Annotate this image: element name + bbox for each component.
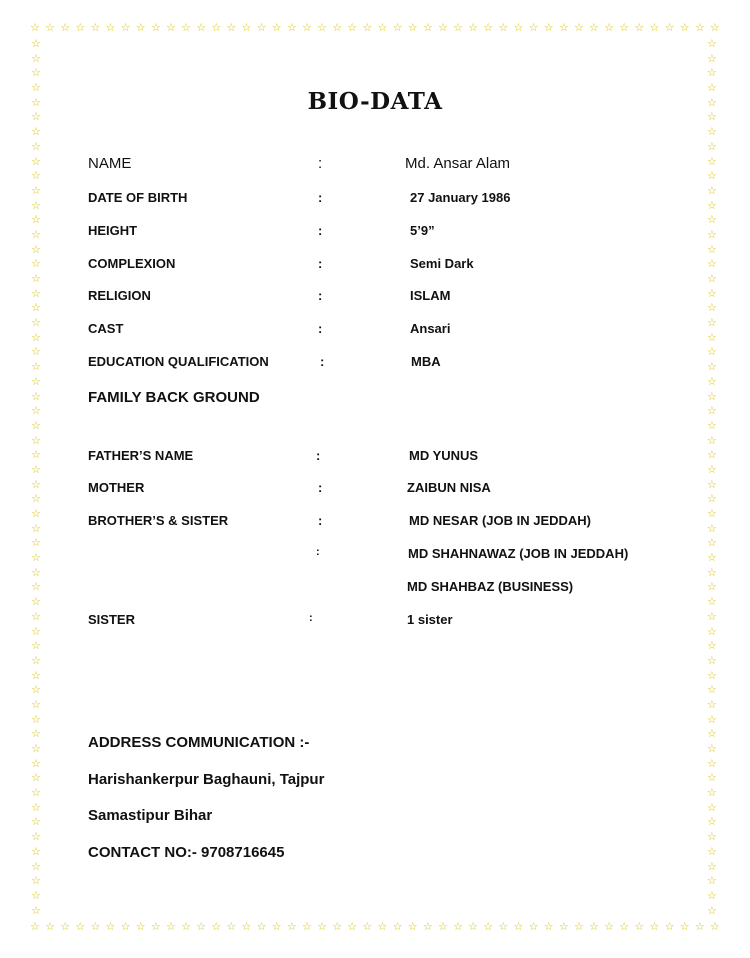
star-icon: ☆: [31, 125, 41, 139]
star-icon: ☆: [664, 920, 675, 933]
star-icon: ☆: [707, 565, 717, 579]
star-icon: ☆: [707, 169, 717, 183]
star-icon: ☆: [558, 21, 569, 34]
star-icon: ☆: [165, 920, 176, 933]
star-icon: ☆: [604, 21, 615, 34]
star-icon: ☆: [707, 462, 717, 476]
detail-label: HEIGHT: [88, 223, 138, 238]
star-icon: ☆: [707, 51, 717, 65]
star-border-bottom: [30, 921, 720, 932]
star-icon: ☆: [31, 198, 41, 212]
star-icon: ☆: [226, 920, 237, 933]
family-value: 1 sister: [407, 612, 453, 627]
star-icon: ☆: [707, 727, 717, 741]
star-icon: ☆: [707, 653, 717, 667]
family-row-mother: [88, 480, 688, 500]
star-icon: ☆: [90, 920, 101, 933]
star-icon: ☆: [694, 21, 705, 34]
star-icon: ☆: [707, 595, 717, 609]
star-icon: ☆: [135, 21, 146, 34]
star-icon: ☆: [392, 21, 403, 34]
star-icon: ☆: [707, 183, 717, 197]
star-icon: ☆: [707, 624, 717, 638]
star-icon: ☆: [573, 21, 584, 34]
star-icon: ☆: [31, 81, 41, 95]
detail-label: DATE OF BIRTH: [88, 190, 188, 205]
detail-value: Md. Ansar Alam: [405, 155, 511, 172]
star-icon: ☆: [707, 227, 717, 241]
star-icon: ☆: [422, 21, 433, 34]
star-icon: ☆: [211, 920, 222, 933]
detail-row-cast: [88, 321, 688, 341]
separator: :: [318, 513, 323, 528]
star-icon: ☆: [31, 169, 41, 183]
star-icon: ☆: [707, 418, 717, 432]
star-icon: ☆: [707, 551, 717, 565]
family-label: BROTHER’S & SISTER: [88, 513, 229, 528]
star-icon: ☆: [31, 800, 41, 814]
address-heading: ADDRESS COMMUNICATION :-: [88, 734, 310, 751]
star-icon: ☆: [649, 920, 660, 933]
separator: :: [318, 223, 323, 238]
star-icon: ☆: [707, 697, 717, 711]
star-border-right: [707, 38, 717, 916]
star-icon: ☆: [317, 21, 327, 34]
star-icon: ☆: [196, 21, 207, 34]
star-icon: ☆: [707, 330, 717, 344]
star-icon: ☆: [707, 374, 717, 388]
star-icon: ☆: [679, 920, 690, 933]
separator: :: [309, 612, 313, 624]
star-icon: ☆: [707, 771, 717, 785]
star-icon: ☆: [707, 580, 717, 594]
star-icon: ☆: [707, 844, 717, 858]
family-row-sibling-2: [88, 546, 688, 566]
separator: :: [318, 480, 323, 495]
star-icon: ☆: [707, 756, 717, 770]
separator: :: [316, 546, 320, 558]
star-icon: ☆: [31, 360, 41, 374]
star-icon: ☆: [31, 712, 41, 726]
star-icon: ☆: [543, 21, 554, 34]
star-icon: ☆: [31, 492, 41, 506]
family-row-sibling-3: [88, 579, 688, 599]
star-icon: ☆: [332, 920, 343, 933]
star-icon: ☆: [453, 920, 463, 933]
star-icon: ☆: [31, 507, 41, 520]
star-icon: ☆: [31, 888, 41, 902]
star-icon: ☆: [707, 360, 717, 374]
star-icon: ☆: [90, 21, 101, 34]
family-value: MD SHAHBAZ (BUSINESS): [407, 579, 574, 594]
contact-number: CONTACT NO:- 9708716645: [88, 844, 285, 861]
star-icon: ☆: [256, 21, 267, 34]
detail-row-name: [88, 155, 688, 175]
star-icon: ☆: [707, 903, 717, 917]
star-icon: ☆: [241, 920, 252, 933]
star-icon: ☆: [31, 742, 41, 755]
star-icon: ☆: [573, 920, 584, 933]
detail-label: NAME: [88, 155, 132, 172]
star-icon: ☆: [31, 139, 41, 153]
star-icon: ☆: [707, 139, 717, 153]
star-icon: ☆: [31, 462, 41, 476]
star-icon: ☆: [707, 742, 717, 755]
star-icon: ☆: [31, 316, 41, 330]
star-icon: ☆: [31, 51, 41, 65]
star-icon: ☆: [31, 154, 41, 168]
star-icon: ☆: [498, 920, 509, 933]
star-icon: ☆: [211, 21, 222, 34]
star-icon: ☆: [31, 477, 41, 491]
star-icon: ☆: [468, 21, 479, 34]
family-value: MD NESAR (JOB IN JEDDAH): [409, 513, 592, 528]
star-icon: ☆: [619, 21, 630, 34]
star-icon: ☆: [31, 595, 41, 609]
star-icon: ☆: [513, 920, 524, 933]
star-icon: ☆: [181, 21, 191, 34]
star-icon: ☆: [707, 683, 717, 697]
detail-row-education: [88, 354, 688, 374]
star-icon: ☆: [60, 920, 71, 933]
star-icon: ☆: [707, 81, 717, 95]
star-icon: ☆: [528, 920, 539, 933]
star-icon: ☆: [31, 110, 41, 124]
star-icon: ☆: [707, 874, 717, 888]
star-icon: ☆: [707, 800, 717, 814]
star-icon: ☆: [181, 920, 191, 933]
star-icon: ☆: [120, 21, 131, 34]
star-icon: ☆: [437, 920, 448, 933]
detail-label: RELIGION: [88, 288, 151, 303]
star-icon: ☆: [707, 712, 717, 726]
family-label: MOTHER: [88, 480, 145, 495]
star-icon: ☆: [707, 521, 717, 535]
star-icon: ☆: [31, 565, 41, 579]
star-icon: ☆: [664, 21, 675, 34]
star-icon: ☆: [31, 727, 41, 741]
detail-value: 27 January 1986: [410, 190, 511, 205]
star-icon: ☆: [45, 920, 55, 933]
star-icon: ☆: [271, 920, 282, 933]
star-icon: ☆: [150, 21, 161, 34]
star-icon: ☆: [498, 21, 509, 34]
star-icon: ☆: [422, 920, 433, 933]
star-icon: ☆: [31, 521, 41, 535]
star-icon: ☆: [707, 301, 717, 315]
star-icon: ☆: [31, 301, 41, 315]
star-icon: ☆: [31, 771, 41, 785]
detail-row-complexion: [88, 256, 688, 276]
star-icon: ☆: [707, 433, 717, 447]
separator: :: [318, 155, 323, 172]
star-icon: ☆: [707, 859, 717, 873]
star-icon: ☆: [75, 21, 86, 34]
star-icon: ☆: [707, 477, 717, 491]
star-icon: ☆: [707, 257, 717, 271]
star-icon: ☆: [483, 21, 494, 34]
star-icon: ☆: [707, 389, 717, 403]
detail-value: Ansari: [410, 321, 451, 336]
star-icon: ☆: [707, 448, 717, 462]
star-icon: ☆: [707, 198, 717, 212]
star-icon: ☆: [60, 21, 71, 34]
family-row-father: [88, 448, 688, 468]
star-icon: ☆: [453, 21, 463, 34]
star-border-left: [31, 38, 41, 916]
star-icon: ☆: [31, 756, 41, 770]
star-icon: ☆: [31, 433, 41, 447]
star-icon: ☆: [301, 21, 312, 34]
star-icon: ☆: [707, 609, 717, 623]
detail-row-height: [88, 223, 688, 243]
star-icon: ☆: [407, 920, 418, 933]
star-icon: ☆: [347, 920, 358, 933]
star-icon: ☆: [468, 920, 479, 933]
star-icon: ☆: [634, 21, 645, 34]
detail-value: 5’9”: [410, 223, 435, 238]
star-icon: ☆: [31, 609, 41, 623]
star-icon: ☆: [31, 183, 41, 197]
star-icon: ☆: [362, 920, 373, 933]
star-icon: ☆: [619, 920, 630, 933]
star-icon: ☆: [31, 95, 41, 109]
star-icon: ☆: [150, 920, 161, 933]
detail-row-religion: [88, 288, 688, 308]
star-icon: ☆: [332, 21, 343, 34]
family-heading: FAMILY BACK GROUND: [88, 389, 260, 406]
star-icon: ☆: [226, 21, 237, 34]
star-icon: ☆: [707, 316, 717, 330]
address-line-2: Samastipur Bihar: [88, 807, 213, 824]
star-icon: ☆: [31, 536, 41, 550]
star-icon: ☆: [286, 920, 297, 933]
star-icon: ☆: [31, 653, 41, 667]
star-icon: ☆: [31, 374, 41, 388]
star-icon: ☆: [31, 213, 41, 227]
star-icon: ☆: [589, 920, 599, 933]
star-icon: ☆: [31, 903, 41, 917]
star-icon: ☆: [31, 330, 41, 344]
star-icon: ☆: [30, 920, 40, 933]
star-icon: ☆: [286, 21, 297, 34]
star-icon: ☆: [694, 920, 705, 933]
star-icon: ☆: [589, 21, 599, 34]
detail-row-dob: [88, 190, 688, 210]
star-icon: ☆: [707, 95, 717, 109]
star-icon: ☆: [31, 242, 41, 256]
star-icon: ☆: [634, 920, 645, 933]
star-icon: ☆: [196, 920, 207, 933]
star-icon: ☆: [707, 639, 717, 653]
star-icon: ☆: [31, 272, 41, 285]
star-icon: ☆: [513, 21, 524, 34]
star-icon: ☆: [707, 286, 717, 300]
star-icon: ☆: [31, 580, 41, 594]
star-icon: ☆: [31, 624, 41, 638]
star-icon: ☆: [649, 21, 660, 34]
star-icon: ☆: [707, 37, 717, 50]
star-icon: ☆: [120, 920, 131, 933]
star-icon: ☆: [709, 920, 720, 933]
star-icon: ☆: [31, 418, 41, 432]
star-icon: ☆: [317, 920, 327, 933]
detail-value: ISLAM: [410, 288, 451, 303]
star-icon: ☆: [256, 920, 267, 933]
star-icon: ☆: [31, 697, 41, 711]
star-icon: ☆: [707, 888, 717, 902]
separator: :: [316, 448, 321, 463]
detail-value: Semi Dark: [410, 256, 474, 271]
detail-label: CAST: [88, 321, 124, 336]
family-label: FATHER’S NAME: [88, 448, 194, 463]
star-icon: ☆: [707, 154, 717, 168]
detail-value: MBA: [411, 354, 441, 369]
family-value: ZAIBUN NISA: [407, 480, 491, 495]
star-icon: ☆: [707, 404, 717, 418]
star-icon: ☆: [707, 815, 717, 829]
star-icon: ☆: [707, 125, 717, 139]
star-icon: ☆: [31, 859, 41, 873]
star-icon: ☆: [31, 668, 41, 682]
star-icon: ☆: [31, 66, 41, 80]
address-line-1: Harishankerpur Baghauni, Tajpur: [88, 771, 325, 788]
family-label: SISTER: [88, 612, 135, 627]
star-icon: ☆: [707, 786, 717, 800]
star-icon: ☆: [105, 21, 116, 34]
separator: :: [318, 190, 323, 205]
separator: :: [318, 256, 323, 271]
star-icon: ☆: [347, 21, 358, 34]
star-icon: ☆: [31, 448, 41, 462]
star-icon: ☆: [709, 21, 720, 34]
family-value: MD SHAHNAWAZ (JOB IN JEDDAH): [408, 546, 629, 561]
star-icon: ☆: [362, 21, 373, 34]
star-icon: ☆: [301, 920, 312, 933]
star-icon: ☆: [707, 110, 717, 124]
star-icon: ☆: [437, 21, 448, 34]
star-icon: ☆: [45, 21, 55, 34]
family-value: MD YUNUS: [409, 448, 479, 463]
star-icon: ☆: [707, 668, 717, 682]
page-title: BIO-DATA: [307, 88, 443, 115]
star-icon: ☆: [31, 815, 41, 829]
star-icon: ☆: [707, 345, 717, 359]
star-icon: ☆: [377, 21, 388, 34]
star-icon: ☆: [31, 404, 41, 418]
star-icon: ☆: [483, 920, 494, 933]
star-icon: ☆: [31, 830, 41, 844]
star-icon: ☆: [31, 257, 41, 271]
star-icon: ☆: [271, 21, 282, 34]
star-icon: ☆: [558, 920, 569, 933]
separator: :: [318, 321, 323, 336]
detail-label: COMPLEXION: [88, 256, 176, 271]
star-icon: ☆: [31, 345, 41, 359]
star-icon: ☆: [31, 37, 41, 50]
star-icon: ☆: [31, 683, 41, 697]
star-icon: ☆: [31, 227, 41, 241]
family-row-sister: [88, 612, 688, 632]
star-icon: ☆: [707, 507, 717, 520]
star-icon: ☆: [377, 920, 388, 933]
star-icon: ☆: [31, 286, 41, 300]
star-icon: ☆: [707, 492, 717, 506]
star-border-top: [30, 22, 720, 33]
star-icon: ☆: [241, 21, 252, 34]
star-icon: ☆: [31, 786, 41, 800]
star-icon: ☆: [105, 920, 116, 933]
star-icon: ☆: [165, 21, 176, 34]
star-icon: ☆: [707, 242, 717, 256]
star-icon: ☆: [707, 536, 717, 550]
star-icon: ☆: [30, 21, 40, 34]
star-icon: ☆: [707, 272, 717, 285]
family-row-siblings: [88, 513, 688, 533]
separator: :: [318, 288, 323, 303]
separator: :: [320, 354, 325, 369]
star-icon: ☆: [75, 920, 86, 933]
star-icon: ☆: [528, 21, 539, 34]
star-icon: ☆: [707, 213, 717, 227]
star-icon: ☆: [31, 639, 41, 653]
star-icon: ☆: [543, 920, 554, 933]
star-icon: ☆: [679, 21, 690, 34]
star-icon: ☆: [707, 830, 717, 844]
star-icon: ☆: [31, 844, 41, 858]
star-icon: ☆: [31, 874, 41, 888]
star-icon: ☆: [604, 920, 615, 933]
star-icon: ☆: [31, 551, 41, 565]
detail-label: EDUCATION QUALIFICATION: [88, 354, 269, 369]
star-icon: ☆: [392, 920, 403, 933]
star-icon: ☆: [135, 920, 146, 933]
star-icon: ☆: [407, 21, 418, 34]
star-icon: ☆: [707, 66, 717, 80]
star-icon: ☆: [31, 389, 41, 403]
